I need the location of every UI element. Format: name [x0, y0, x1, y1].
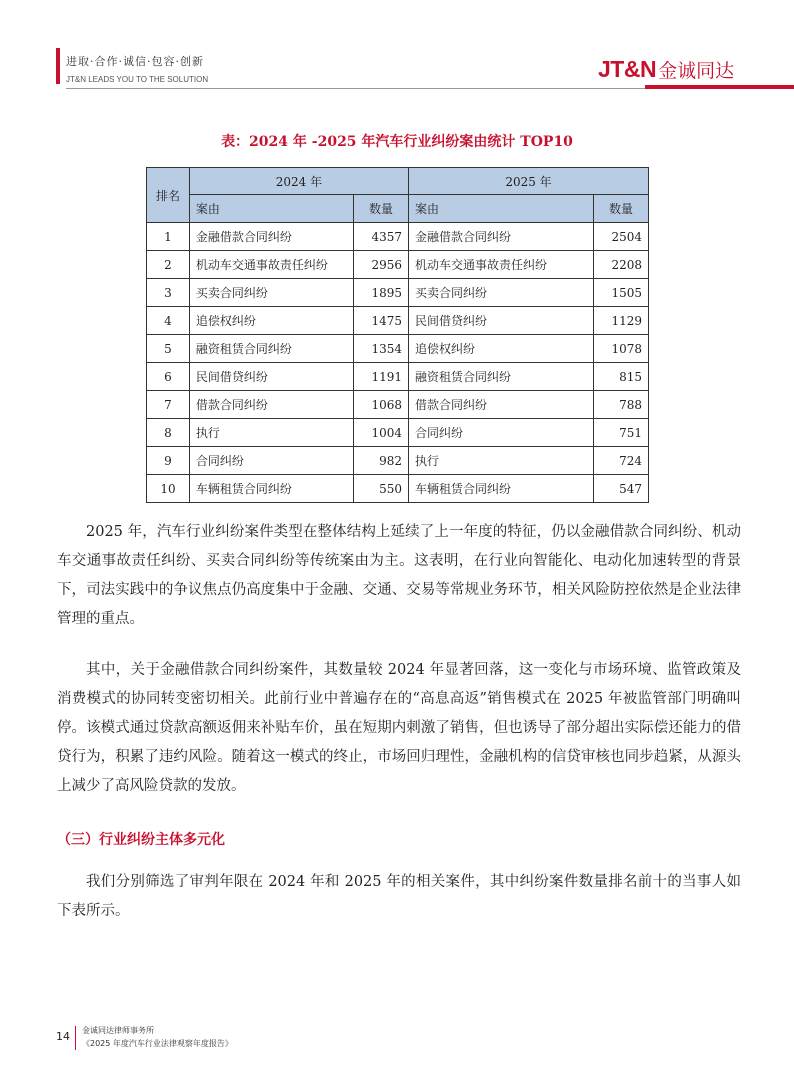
table-row	[147, 223, 649, 251]
rank-cell: 5	[147, 335, 190, 363]
table-row	[147, 447, 649, 475]
year-2025-header: 2025 年	[409, 168, 649, 195]
count-header-2025: 数量	[594, 195, 649, 223]
count-2025-cell: 2208	[594, 251, 649, 279]
count-2024-cell: 982	[354, 447, 409, 475]
page-number: 14	[56, 1030, 70, 1043]
cause-2024-cell: 合同纠纷	[189, 447, 353, 475]
footer-firm: 金诚同达律师事务所	[82, 1026, 154, 1035]
cause-header-2025: 案由	[409, 195, 594, 223]
cause-2024-cell: 机动车交通事故责任纠纷	[189, 251, 353, 279]
footer-divider	[75, 1026, 76, 1050]
header-rule-accent	[645, 85, 794, 89]
cause-2024-cell: 买卖合同纠纷	[189, 279, 353, 307]
table-row	[147, 251, 649, 279]
count-2024-cell: 4357	[354, 223, 409, 251]
logo-chinese: 金诚同达	[658, 60, 735, 82]
count-2025-cell: 2504	[594, 223, 649, 251]
section-heading: （三）行业纠纷主体多元化	[57, 832, 225, 848]
header-accent-bar	[56, 48, 60, 84]
count-2024-cell: 1191	[354, 363, 409, 391]
cause-2025-cell: 买卖合同纠纷	[409, 279, 594, 307]
rank-cell: 3	[147, 279, 190, 307]
cause-2025-cell: 融资租赁合同纠纷	[409, 363, 594, 391]
rank-cell: 9	[147, 447, 190, 475]
table-title: 表：2024 年 -2025 年汽车行业纠纷案由统计 TOP10	[221, 134, 573, 150]
count-2024-cell: 2956	[354, 251, 409, 279]
cause-2025-cell: 金融借款合同纠纷	[409, 223, 594, 251]
table-row	[147, 391, 649, 419]
rank-cell: 10	[147, 475, 190, 503]
header-motto: 进取·合作·诚信·包容·创新	[66, 55, 204, 68]
count-2024-cell: 1354	[354, 335, 409, 363]
count-2025-cell: 1078	[594, 335, 649, 363]
cause-2024-cell: 融资租赁合同纠纷	[189, 335, 353, 363]
rank-cell: 6	[147, 363, 190, 391]
cause-2024-cell: 车辆租赁合同纠纷	[189, 475, 353, 503]
cause-2025-cell: 合同纠纷	[409, 419, 594, 447]
paragraph-2: 其中，关于金融借款合同纠纷案件，其数量较 2024 年显著回落，这一变化与市场环境、监管政策及消费模式的协同转变密切相关。此前行业中普遍存在的“高息高返”销售模式在 2025 年被监管部门明确叫停。该模式通过贷款高额返佣来补贴车价，虽在短期内刺激了销售，但也诱导了部分超出实际偿还能力的借贷行为，积累了违约风险。随着这一模式的终止，市场回归理性，金融机构的信贷审核也同步趋紧，从源头上减少了高风险贷款的发放。	[57, 662, 741, 794]
count-2024-cell: 1004	[354, 419, 409, 447]
count-2025-cell: 1505	[594, 279, 649, 307]
cause-2024-cell: 执行	[189, 419, 353, 447]
firm-logo	[598, 56, 734, 83]
count-2025-cell: 751	[594, 419, 649, 447]
cause-2025-cell: 执行	[409, 447, 594, 475]
cause-2024-cell: 民间借贷纠纷	[189, 363, 353, 391]
count-2024-cell: 1068	[354, 391, 409, 419]
paragraph-1: 2025 年，汽车行业纠纷案件类型在整体结构上延续了上一年度的特征，仍以金融借款合同纠纷、机动车交通事故责任纠纷、买卖合同纠纷等传统案由为主。这表明，在行业向智能化、电动化加速转型的背景下，司法实践中的争议焦点仍高度集中于金融、交通、交易等常规业务环节，相关风险防控依然是企业法律管理的重点。	[57, 524, 741, 627]
cause-header-2024: 案由	[189, 195, 353, 223]
cause-2025-cell: 机动车交通事故责任纠纷	[409, 251, 594, 279]
footer-report-title: 《2025 年度汽车行业法律观察年度报告》	[82, 1039, 233, 1048]
dispute-stats-table	[146, 167, 649, 503]
cause-2024-cell: 金融借款合同纠纷	[189, 223, 353, 251]
table-row	[147, 335, 649, 363]
count-2025-cell: 724	[594, 447, 649, 475]
cause-2025-cell: 民间借贷纠纷	[409, 307, 594, 335]
rank-cell: 7	[147, 391, 190, 419]
rank-cell: 4	[147, 307, 190, 335]
rank-cell: 2	[147, 251, 190, 279]
table-row	[147, 419, 649, 447]
table-row	[147, 363, 649, 391]
cause-2025-cell: 追偿权纠纷	[409, 335, 594, 363]
count-2025-cell: 788	[594, 391, 649, 419]
year-2024-header: 2024 年	[189, 168, 408, 195]
logo-latin: JT&N	[598, 56, 657, 82]
count-header-2024: 数量	[354, 195, 409, 223]
cause-2025-cell: 车辆租赁合同纠纷	[409, 475, 594, 503]
table-row	[147, 475, 649, 503]
count-2024-cell: 1475	[354, 307, 409, 335]
rank-header: 排名	[147, 168, 190, 223]
cause-2025-cell: 借款合同纠纷	[409, 391, 594, 419]
count-2024-cell: 550	[354, 475, 409, 503]
table-row	[147, 279, 649, 307]
table-row	[147, 307, 649, 335]
rank-cell: 1	[147, 223, 190, 251]
cause-2024-cell: 追偿权纠纷	[189, 307, 353, 335]
header-slogan: JT&N LEADS YOU TO THE SOLUTION	[66, 75, 209, 84]
count-2025-cell: 815	[594, 363, 649, 391]
count-2025-cell: 547	[594, 475, 649, 503]
rank-cell: 8	[147, 419, 190, 447]
count-2025-cell: 1129	[594, 307, 649, 335]
paragraph-3: 我们分别筛选了审判年限在 2024 年和 2025 年的相关案件，其中纠纷案件数量排名前十的当事人如下表所示。	[57, 874, 741, 919]
count-2024-cell: 1895	[354, 279, 409, 307]
cause-2024-cell: 借款合同纠纷	[189, 391, 353, 419]
